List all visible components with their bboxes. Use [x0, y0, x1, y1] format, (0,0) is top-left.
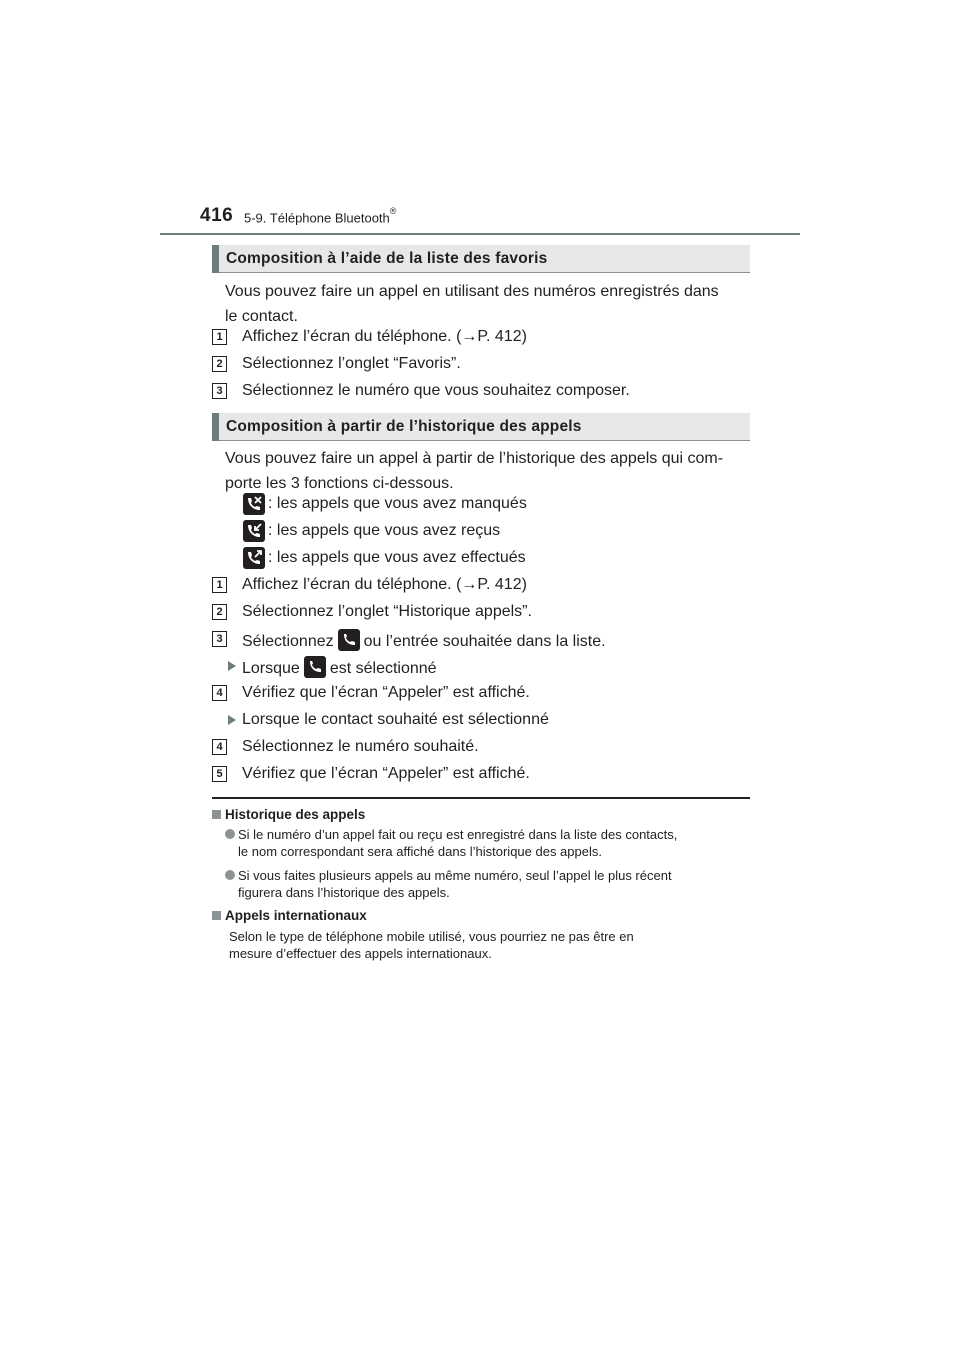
section-header-bar: [212, 245, 219, 273]
note-line: Si vous faites plusieurs appels au même numéro, seul l’appel le plus récent: [238, 868, 672, 883]
note-heading-text: Historique des appels: [225, 807, 366, 822]
step-text: [242, 629, 606, 657]
notes-divider: [212, 797, 750, 799]
bullet-dot-icon: [225, 829, 235, 839]
phone-icon: [338, 629, 360, 657]
step-text-after: ou l’entrée souhaitée dans la liste.: [363, 633, 606, 650]
incoming-call-icon: [243, 520, 265, 547]
case-text-after: est sélectionné: [329, 660, 437, 677]
bullet-dot-icon: [225, 870, 235, 880]
note-heading: [212, 807, 365, 822]
note-heading-text: Appels internationaux: [225, 908, 367, 923]
note-paragraph: [229, 928, 746, 962]
note-bullet-text: [238, 867, 748, 901]
case-arrow-icon: [228, 661, 236, 671]
case-text: Lorsque le contact souhaité est sélectionné: [242, 711, 549, 728]
note-line: Selon le type de téléphone mobile utilisé, vous pourriez ne pas être en: [229, 929, 634, 944]
step-number: 1: [212, 577, 227, 593]
step-number: 5: [212, 766, 227, 782]
note-bullet-text: [238, 826, 748, 860]
step-number: 2: [212, 356, 227, 372]
step-number: 1: [212, 329, 227, 345]
case-arrow-icon: [228, 715, 236, 725]
intro-paragraph: [225, 279, 745, 329]
outgoing-call-icon: [243, 547, 265, 574]
header-divider: [160, 233, 800, 235]
note-line: le nom correspondant sera affiché dans l’historique des appels.: [238, 844, 602, 859]
section-header-history: [212, 413, 750, 441]
intro-paragraph: [225, 446, 745, 496]
note-line: figurera dans l’historique des appels.: [238, 885, 450, 900]
step-number: 4: [212, 685, 227, 701]
intro-line: le contact.: [225, 308, 298, 325]
note-line: Si le numéro d’un appel fait ou reçu est enregistré dans la liste des contacts,: [238, 827, 678, 842]
case-text-before: Lorsque: [242, 660, 300, 677]
section-title: Composition à partir de l’historique des appels: [226, 418, 582, 435]
step-text: Sélectionnez l’onglet “Historique appels”.: [242, 603, 532, 620]
intro-line: porte les 3 fonctions ci-dessous.: [225, 475, 454, 492]
step-number: 4: [212, 739, 227, 755]
case-text: [242, 656, 437, 684]
phone-icon: [304, 656, 326, 684]
page-number: 416: [200, 205, 234, 226]
step-text: Sélectionnez l’onglet “Favoris”.: [242, 355, 461, 372]
square-bullet-icon: [212, 911, 221, 920]
note-line: mesure d’effectuer des appels internationaux.: [229, 946, 492, 961]
chapter-title: 5-9. Téléphone Bluetooth®: [244, 206, 397, 226]
legend-text: : les appels que vous avez reçus: [268, 522, 501, 539]
note-heading: [212, 908, 367, 923]
registered-mark: ®: [389, 206, 397, 216]
legend-text: : les appels que vous avez effectués: [268, 549, 526, 566]
step-number: 3: [212, 383, 227, 399]
step-text: Affichez l’écran du téléphone. (→P. 412): [242, 328, 527, 345]
step-number: 3: [212, 631, 227, 647]
step-text: Vérifiez que l’écran “Appeler” est affiché.: [242, 765, 530, 782]
section-header-bar: [212, 413, 219, 441]
section-title: Composition à l’aide de la liste des favoris: [226, 250, 548, 267]
step-number: 2: [212, 604, 227, 620]
step-text: Affichez l’écran du téléphone. (→P. 412): [242, 576, 527, 593]
intro-line: Vous pouvez faire un appel en utilisant des numéros enregistrés dans: [225, 283, 719, 300]
section-header-favorites: [212, 245, 750, 273]
step-text: Sélectionnez le numéro que vous souhaitez composer.: [242, 382, 630, 399]
missed-call-icon: [243, 493, 265, 520]
square-bullet-icon: [212, 810, 221, 819]
step-text: Vérifiez que l’écran “Appeler” est affiché.: [242, 684, 530, 701]
legend-text: : les appels que vous avez manqués: [268, 495, 527, 512]
step-text-before: Sélectionnez: [242, 633, 334, 650]
step-text: Sélectionnez le numéro souhaité.: [242, 738, 479, 755]
intro-line: Vous pouvez faire un appel à partir de l’historique des appels qui com-: [225, 450, 724, 467]
